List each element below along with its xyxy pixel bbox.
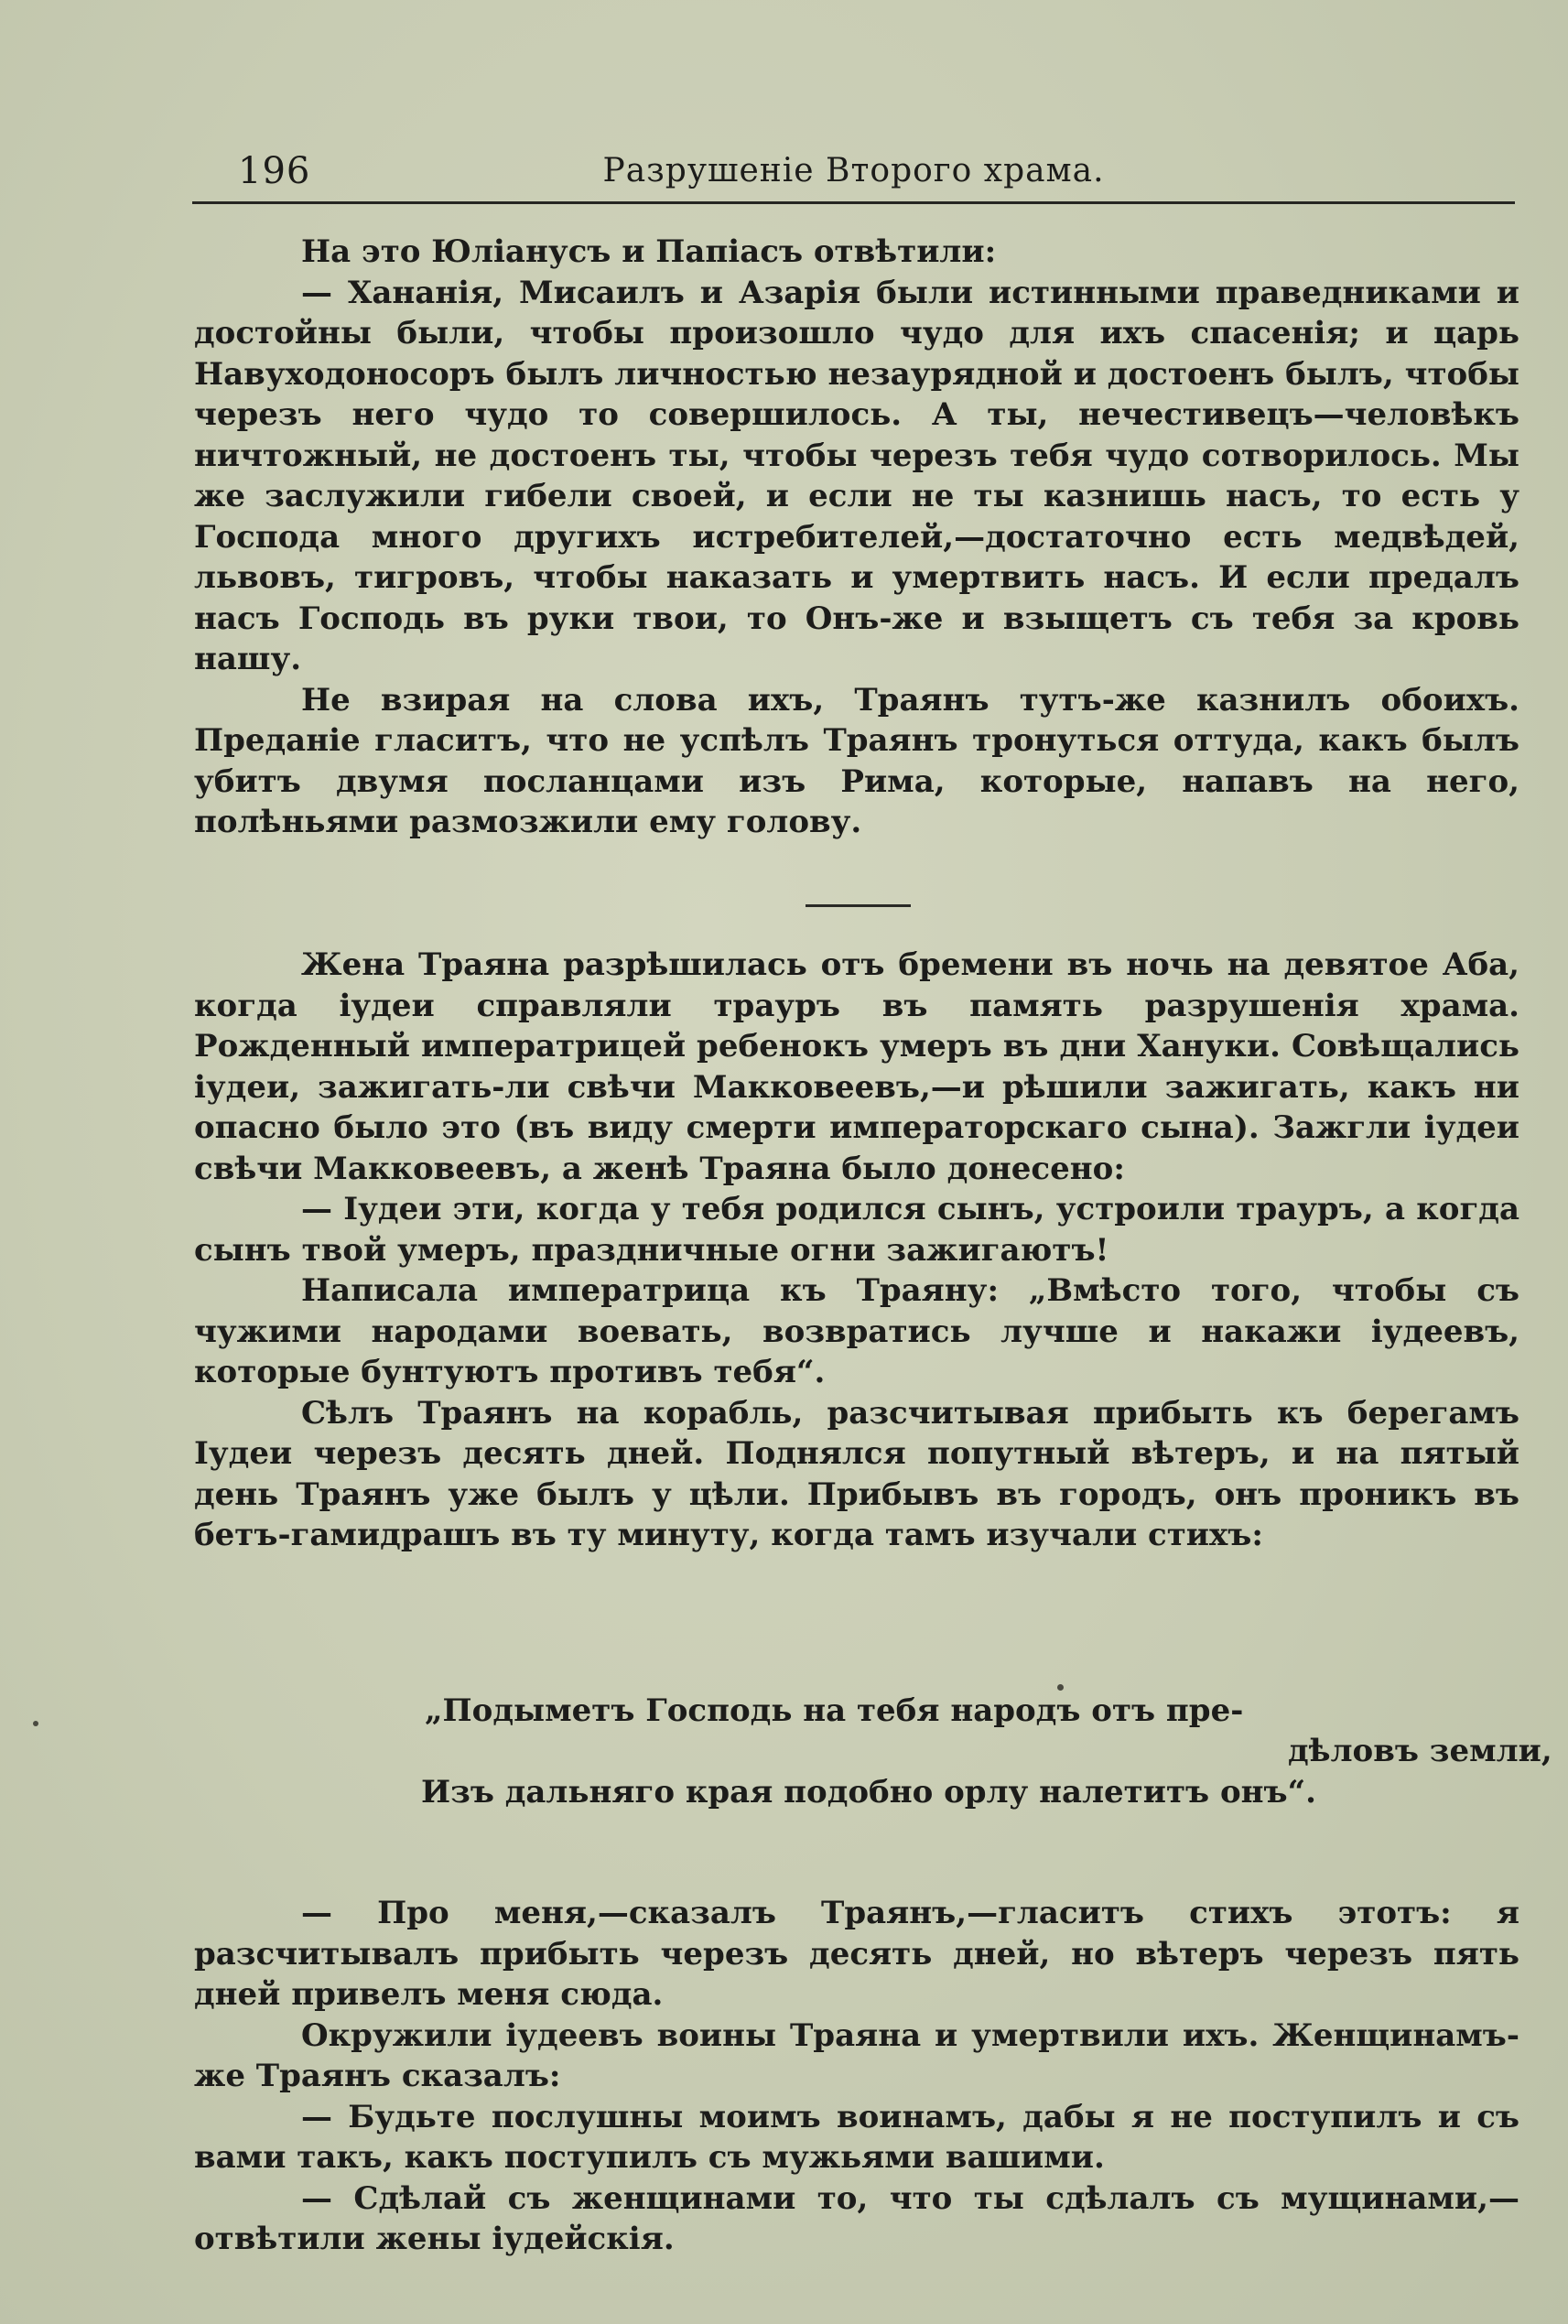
paragraph: Не взирая на слова ихъ, Траянъ тутъ-же казнилъ обоихъ. Преданіе гласитъ, что не успѣлъ Траянъ тронуться оттуда, какъ былъ убитъ двумя посланцами изъ Рима, которые, напавъ на него, полѣньями размозжили ему голову.	[194, 681, 1519, 840]
paragraph: Сѣлъ Траянъ на корабль, разсчитывая прибыть къ берегамъ Іудеи черезъ десять дней. Поднялся попутный вѣтеръ, и на пятый день Траянъ уже былъ у цѣли. Прибывъ въ городъ, онъ проникъ въ бетъ-гамидрашъ въ ту минуту, когда тамъ изучали стихъ:	[194, 1394, 1519, 1553]
page-header	[192, 146, 1515, 203]
page-number: 196	[238, 150, 311, 192]
paragraph: — Сдѣлай съ женщинами то, что ты сдѣлалъ съ мущинами,—отвѣтили жены іудейскія.	[194, 2179, 1519, 2257]
paper-speck	[33, 1721, 38, 1726]
paragraph: Окружили іудеевъ воины Траяна и умертвили ихъ. Женщинамъ-же Траянъ сказалъ:	[194, 2016, 1519, 2094]
verse-line: дѣловъ земли,	[1288, 1733, 1552, 1769]
text-block-ending	[194, 1893, 1519, 2260]
running-title: Разрушеніе Второго храма.	[602, 152, 1105, 189]
paragraph: Написала императрица къ Траяну: „Вмѣсто того, чтобы съ чужими народами воевать, возвратись лучше и накажи іудеевъ, которые бунтуютъ противъ тебя“.	[194, 1272, 1519, 1390]
paragraph: — Іудеи эти, когда у тебя родился сынъ, устроили трауръ, а когда сынъ твой умеръ, праздничные огни зажигаютъ!	[194, 1191, 1519, 1269]
paper-speck	[1057, 1684, 1064, 1691]
verse-line: Изъ дальняго края подобно орлу налетитъ онъ“.	[421, 1774, 1316, 1811]
paragraph: — Про меня,—сказалъ Траянъ,—гласитъ стихъ этотъ: я разсчитывалъ прибыть черезъ десять дней, но вѣтеръ черезъ пять дней привелъ меня сюда.	[194, 1895, 1519, 2013]
section-separator	[806, 904, 911, 907]
paragraph: — Хананія, Мисаилъ и Азарія были истинными праведниками и достойны были, чтобы произошло чудо для ихъ спасенія; и царь Навуходоносоръ былъ личностью незаурядной и достоенъ былъ, чтобы черезъ него чудо то совершилось. А ты, нечестивецъ—человѣкъ ничтожный, не достоенъ ты, чтобы черезъ тебя чудо сотворилось. Мы же заслужили гибели своей, и если не ты казнишь насъ, то есть у Господа много другихъ истребителей,—достаточно есть медвѣдей, львовъ, тигровъ, чтобы наказать и умертвить насъ. И если предалъ насъ Господь въ руки твои, то Онъ-же и взыщетъ съ тебя за кровь нашу.	[194, 274, 1519, 677]
paragraph: На это Юліанусъ и Папіасъ отвѣтили:	[301, 233, 997, 270]
verse-line: „Подыметъ Господь на тебя народъ отъ пре-	[425, 1692, 1244, 1729]
text-block-dialogue	[194, 232, 1519, 843]
paragraph: — Будьте послушны моимъ воинамъ, дабы я не поступилъ и съ вами такъ, какъ поступилъ съ мужьями вашими.	[194, 2098, 1519, 2176]
header-rule	[192, 201, 1515, 204]
text-block-trajan-wife	[194, 945, 1519, 1556]
paragraph: Жена Траяна разрѣшилась отъ бремени въ ночь на девятое Аба, когда іудеи справляли трауръ въ память разрушенія храма. Рожденный императрицей ребенокъ умеръ въ дни Хануки. Совѣщались іудеи, зажигать-ли свѣчи Макковеевъ,—и рѣшили зажигать, какъ ни опасно было это (въ виду смерти императорскаго сына). Зажгли іудеи свѣчи Макковеевъ, а женѣ Траяна было донесено:	[194, 946, 1519, 1187]
